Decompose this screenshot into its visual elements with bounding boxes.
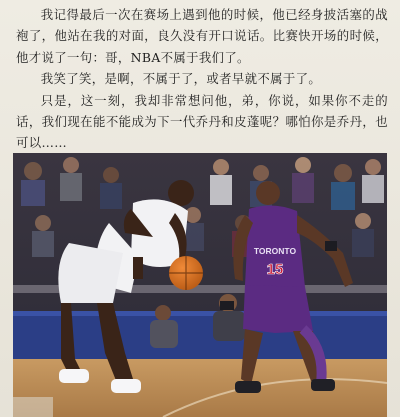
paragraph-3: 只是，这一刻，我却非常想问他，弟，你说，如果你不走的话，我们现在能不能成为下一代乔丹和皮蓬呢？哪怕你是乔丹，也可以…… [16, 92, 388, 151]
body-text [16, 4, 388, 154]
paragraph-1: 我记得最后一次在赛场上遇到他的时候，他已经身披活塞的战袍了，他站在我的对面，良久没有开口说话。比赛快开场的时候，他才说了一句：哥，NBA不属于我们了。 [16, 7, 388, 65]
jersey-team-text: TORONTO [253, 246, 297, 256]
basketball-photo [13, 153, 387, 417]
paragraph-2: 我笑了笑，是啊，不属于了，或者早就不属于了。 [40, 71, 322, 87]
jersey-number-text: 15 [266, 261, 284, 278]
